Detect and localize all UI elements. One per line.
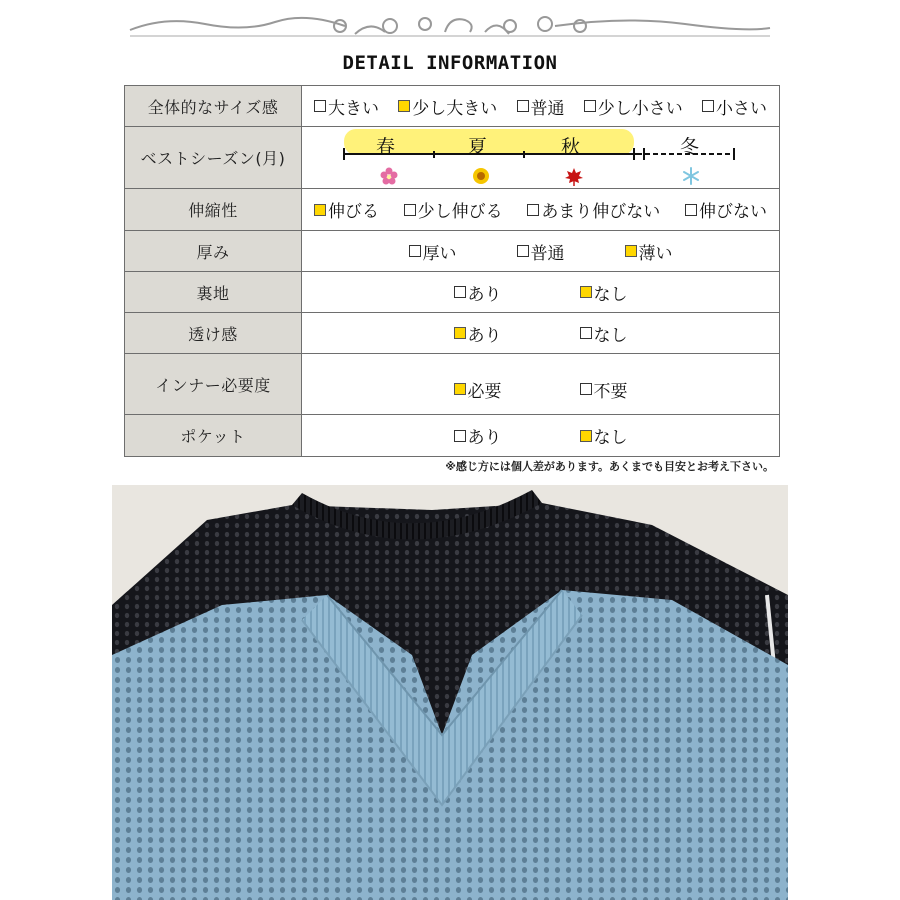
checkbox-icon <box>584 100 596 112</box>
sheer-options <box>302 313 780 354</box>
inner-option-label: 不要 <box>593 381 628 402</box>
season-winter: 冬 <box>680 136 700 158</box>
checkbox-icon <box>702 100 714 112</box>
sunflower-icon <box>472 167 490 185</box>
season-autumn: 秋 <box>561 136 581 158</box>
table-row <box>125 313 780 354</box>
disclaimer-note: ※感じ方には個人差があります。あくまでも目安とお考え下さい。 <box>445 460 774 473</box>
thickness-option-label: 薄い <box>638 243 673 264</box>
size-option <box>584 94 683 119</box>
thickness-option <box>625 239 673 264</box>
pocket-option <box>454 423 502 448</box>
pocket-option-label: あり <box>467 428 502 448</box>
sheer-option-label: あり <box>467 325 502 346</box>
checkbox-icon <box>517 100 529 112</box>
checkbox-icon <box>580 383 592 395</box>
checkbox-icon <box>580 327 592 339</box>
size-option-label: 大きい <box>328 98 379 119</box>
checked-checkbox-icon <box>625 245 637 257</box>
lining-option-label: なし <box>593 284 628 305</box>
detail-information-title: DETAIL INFORMATION <box>342 52 558 74</box>
sheer-option-label: なし <box>593 325 628 346</box>
thickness-option-label: 普通 <box>530 243 565 264</box>
checkbox-icon <box>517 245 529 257</box>
pocket-option-label: なし <box>593 428 628 448</box>
pocket-options <box>302 415 780 457</box>
checked-checkbox-icon <box>398 100 410 112</box>
season-summer: 夏 <box>468 136 488 158</box>
thickness-option <box>517 239 565 264</box>
thickness-option <box>409 239 457 264</box>
stretch-option-label: 少し伸びる <box>417 202 503 222</box>
checked-checkbox-icon <box>314 204 326 216</box>
table-row <box>125 86 780 127</box>
lining-option <box>454 280 502 305</box>
stretch-option <box>404 197 503 222</box>
maple-leaf-icon <box>564 167 584 187</box>
checkbox-icon <box>409 245 421 257</box>
size-option-label: 少し小さい <box>597 98 683 119</box>
thickness-option-label: 厚い <box>422 243 457 264</box>
checkbox-icon <box>454 430 466 442</box>
lining-option <box>580 280 628 305</box>
spec-table <box>124 85 780 457</box>
checked-checkbox-icon <box>580 430 592 442</box>
size-option-label: 普通 <box>530 98 565 119</box>
table-row <box>125 415 780 457</box>
pocket-option <box>580 423 628 448</box>
lining-option-label: あり <box>467 284 502 305</box>
table-row <box>125 272 780 313</box>
season-chart <box>302 127 780 189</box>
season-label: ベストシーズン(月) <box>125 127 302 189</box>
snowflake-icon <box>682 167 700 185</box>
season-spring: 春 <box>376 136 396 158</box>
checkbox-icon <box>685 204 697 216</box>
inner-option-label: 必要 <box>467 381 502 402</box>
inner-label: インナー必要度 <box>125 354 302 415</box>
stretch-option-label: 伸びる <box>328 202 379 222</box>
stretch-option-label: あまり伸びない <box>541 202 661 222</box>
size-option-label: 小さい <box>716 98 767 119</box>
thickness-label: 厚み <box>125 231 302 272</box>
stretch-option <box>685 197 767 222</box>
stretch-options <box>302 189 780 231</box>
pocket-label: ポケット <box>125 415 302 457</box>
table-row <box>125 354 780 415</box>
lining-label: 裏地 <box>125 272 302 313</box>
flower-icon <box>380 167 398 185</box>
lining-options <box>302 272 780 313</box>
stretch-option-label: 伸びない <box>698 202 767 222</box>
sheer-option <box>454 321 502 346</box>
size-options <box>302 86 780 127</box>
thickness-options <box>302 231 780 272</box>
inner-options <box>302 354 780 415</box>
sheer-label: 透け感 <box>125 313 302 354</box>
stretch-label: 伸縮性 <box>125 189 302 231</box>
stretch-option <box>527 197 660 222</box>
inner-option <box>454 377 502 402</box>
size-label: 全体的なサイズ感 <box>125 86 302 127</box>
table-row <box>125 127 780 189</box>
size-option <box>517 94 565 119</box>
decorative-ornament <box>125 6 775 42</box>
checkbox-icon <box>314 100 326 112</box>
checkbox-icon <box>404 204 416 216</box>
size-option <box>702 94 767 119</box>
checked-checkbox-icon <box>454 383 466 395</box>
inner-option <box>580 377 628 402</box>
checked-checkbox-icon <box>580 286 592 298</box>
knit-vest-illustration <box>112 485 788 900</box>
checkbox-icon <box>454 286 466 298</box>
checkbox-icon <box>527 204 539 216</box>
stretch-option <box>314 197 379 222</box>
checked-checkbox-icon <box>454 327 466 339</box>
sheer-option <box>580 321 628 346</box>
season-range-graphic <box>302 127 782 189</box>
size-option <box>398 94 497 119</box>
product-photo <box>112 485 788 900</box>
size-option-label: 少し大きい <box>412 98 498 119</box>
table-row <box>125 189 780 231</box>
table-row <box>125 231 780 272</box>
size-option <box>314 94 379 119</box>
